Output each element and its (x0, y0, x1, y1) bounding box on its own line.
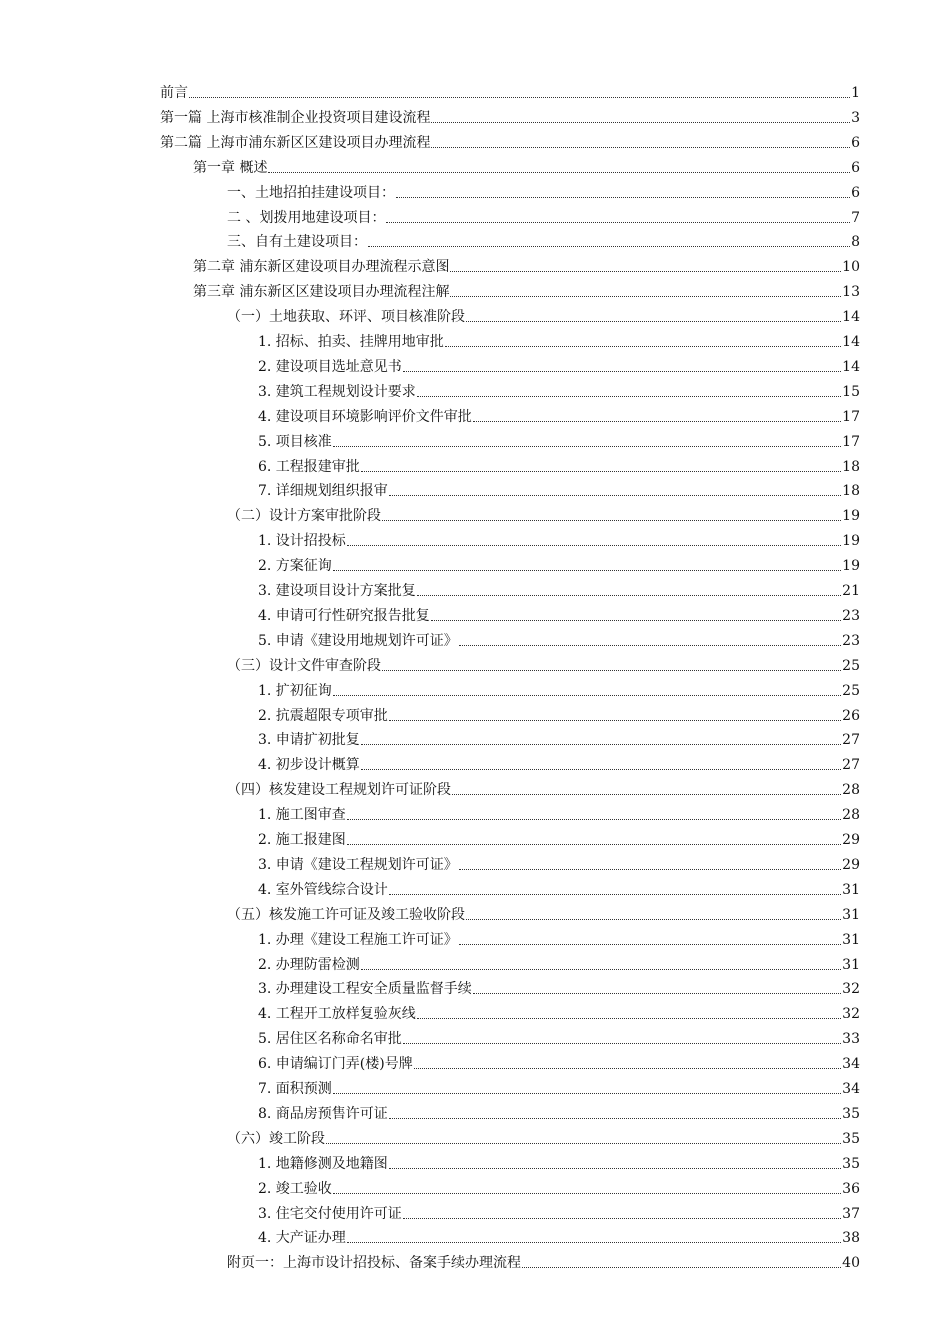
toc-entry-page-number: 38 (842, 1230, 860, 1246)
toc-entry[interactable] (160, 128, 860, 152)
toc-entry[interactable] (258, 1223, 860, 1247)
dot-leader (361, 969, 841, 970)
toc-entry[interactable] (258, 875, 860, 899)
dot-leader (450, 296, 841, 297)
dot-leader (361, 769, 841, 770)
toc-entry[interactable] (258, 377, 860, 401)
toc-entry-page-number: 33 (842, 1031, 860, 1047)
toc-entry-title: 2. 竣工验收 (258, 1181, 332, 1197)
toc-entry-title: （四）核发建设工程规划许可证阶段 (227, 782, 451, 798)
dot-leader (389, 1168, 841, 1169)
dot-leader (333, 570, 841, 571)
dot-leader (431, 147, 850, 148)
toc-entry-page-number: 28 (842, 807, 860, 823)
dot-leader (347, 545, 841, 546)
toc-entry-title: 6. 工程报建审批 (258, 459, 360, 475)
toc-entry[interactable] (227, 302, 860, 326)
toc-entry-page-number: 7 (851, 210, 860, 226)
toc-entry-title: 前言 (160, 85, 188, 101)
toc-entry[interactable] (258, 925, 860, 949)
toc-entry-title: 3. 申请扩初批复 (258, 732, 360, 748)
dot-leader (431, 620, 841, 621)
dot-leader (403, 371, 841, 372)
dot-leader (361, 471, 841, 472)
toc-entry-title: 1. 扩初征询 (258, 683, 332, 699)
toc-entry[interactable] (258, 402, 860, 426)
dot-leader (522, 1267, 841, 1268)
toc-entry[interactable] (258, 427, 860, 451)
toc-entry-page-number: 3 (851, 110, 860, 126)
toc-entry-title: 第二章 浦东新区建设项目办理流程示意图 (193, 259, 450, 275)
dot-leader (333, 1193, 841, 1194)
toc-entry-page-number: 19 (842, 508, 860, 524)
toc-entry-title: （二）设计方案审批阶段 (227, 508, 381, 524)
toc-entry-page-number: 15 (842, 384, 860, 400)
toc-entry[interactable] (258, 1024, 860, 1048)
dot-leader (452, 794, 841, 795)
dot-leader (431, 122, 850, 123)
toc-entry-page-number: 35 (842, 1156, 860, 1172)
toc-entry[interactable] (258, 551, 860, 575)
toc-entry-page-number: 34 (842, 1056, 860, 1072)
toc-entry-title: 4. 初步设计概算 (258, 757, 360, 773)
toc-entry-page-number: 18 (842, 459, 860, 475)
toc-entry-page-number: 31 (842, 882, 860, 898)
toc-entry[interactable] (227, 775, 860, 799)
toc-entry-title: 1. 设计招投标 (258, 533, 346, 549)
toc-entry-page-number: 10 (842, 259, 860, 275)
toc-entry[interactable] (227, 501, 860, 525)
toc-entry-title: 2. 抗震超限专项审批 (258, 708, 388, 724)
toc-entry-page-number: 21 (842, 583, 860, 599)
toc-entry-title: 第三章 浦东新区区建设项目办理流程注解 (193, 284, 450, 300)
toc-entry-page-number: 6 (851, 185, 860, 201)
toc-entry-title: 5. 居住区名称命名审批 (258, 1031, 402, 1047)
toc-entry-title: 附页一：上海市设计招投标、备案手续办理流程 (227, 1255, 521, 1271)
toc-entry-title: （一）土地获取、环评、项目核准阶段 (227, 309, 465, 325)
toc-entry-page-number: 31 (842, 932, 860, 948)
toc-entry-title: 3. 建筑工程规划设计要求 (258, 384, 416, 400)
dot-leader (333, 1093, 841, 1094)
toc-entry-page-number: 14 (842, 359, 860, 375)
toc-entry[interactable] (258, 1099, 860, 1123)
dot-leader (417, 1018, 841, 1019)
toc-entry-title: 5. 项目核准 (258, 434, 332, 450)
dot-leader (403, 1043, 841, 1044)
toc-entry[interactable] (258, 825, 860, 849)
toc-entry-title: 3. 办理建设工程安全质量监督手续 (258, 981, 472, 997)
toc-entry[interactable] (227, 900, 860, 924)
toc-entry-page-number: 27 (842, 732, 860, 748)
toc-entry[interactable] (258, 327, 860, 351)
toc-entry-page-number: 37 (842, 1206, 860, 1222)
toc-entry[interactable] (258, 452, 860, 476)
toc-entry[interactable] (258, 701, 860, 725)
toc-entry[interactable] (258, 974, 860, 998)
toc-entry[interactable] (227, 203, 860, 227)
toc-entry[interactable] (258, 576, 860, 600)
toc-entry-page-number: 18 (842, 483, 860, 499)
toc-entry-title: 2. 办理防雷检测 (258, 957, 360, 973)
dot-leader (389, 1118, 841, 1119)
toc-entry-title: 三、自有土建设项目： (227, 234, 367, 250)
toc-entry-title: 1. 地籍修测及地籍图 (258, 1156, 388, 1172)
toc-entry-title: 7. 面积预测 (258, 1081, 332, 1097)
toc-entry[interactable] (258, 1174, 860, 1198)
toc-entry-page-number: 29 (842, 832, 860, 848)
toc-entry[interactable] (258, 1199, 860, 1223)
toc-entry[interactable] (227, 651, 860, 675)
toc-entry-title: 一、土地招拍挂建设项目： (227, 185, 395, 201)
toc-entry[interactable] (160, 78, 860, 102)
dot-leader (417, 595, 841, 596)
dot-leader (459, 645, 841, 646)
toc-entry-page-number: 32 (842, 981, 860, 997)
toc-entry[interactable] (227, 1124, 860, 1148)
toc-entry-page-number: 23 (842, 633, 860, 649)
toc-entry[interactable] (258, 626, 860, 650)
toc-entry[interactable] (193, 277, 860, 301)
toc-entry[interactable] (227, 227, 860, 251)
toc-entry-page-number: 14 (842, 309, 860, 325)
toc-entry-page-number: 6 (851, 160, 860, 176)
dot-leader (414, 1068, 841, 1069)
toc-entry-title: 7. 详细规划组织报审 (258, 483, 388, 499)
toc-entry-page-number: 31 (842, 957, 860, 973)
toc-entry[interactable] (258, 352, 860, 376)
toc-entry-title: 8. 商品房预售许可证 (258, 1106, 388, 1122)
dot-leader (466, 919, 841, 920)
toc-entry-title: 4. 申请可行性研究报告批复 (258, 608, 430, 624)
dot-leader (459, 869, 841, 870)
toc-entry-title: 第一章 概述 (193, 160, 268, 176)
dot-leader (189, 97, 850, 98)
toc-entry-page-number: 19 (842, 558, 860, 574)
toc-entry-page-number: 35 (842, 1106, 860, 1122)
dot-leader (382, 520, 841, 521)
toc-entry-page-number: 28 (842, 782, 860, 798)
dot-leader (347, 1242, 841, 1243)
toc-entry-page-number: 23 (842, 608, 860, 624)
toc-entry-title: 二 、划拨用地建设项目： (227, 210, 386, 226)
toc-entry[interactable] (258, 800, 860, 824)
dot-leader (396, 197, 850, 198)
toc-entry-title: 2. 施工报建图 (258, 832, 346, 848)
toc-entry[interactable] (258, 1149, 860, 1173)
toc-entry-page-number: 26 (842, 708, 860, 724)
dot-leader (403, 1218, 841, 1219)
toc-entry[interactable] (258, 1074, 860, 1098)
toc-entry-page-number: 40 (842, 1255, 860, 1271)
dot-leader (417, 396, 841, 397)
toc-entry-page-number: 17 (842, 409, 860, 425)
toc-entry[interactable] (258, 950, 860, 974)
toc-entry-title: 4. 工程开工放样复验灰线 (258, 1006, 416, 1022)
toc-entry-page-number: 6 (851, 135, 860, 151)
dot-leader (368, 246, 850, 247)
toc-entry-page-number: 29 (842, 857, 860, 873)
toc-entry-title: 6. 申请编订门弄(楼)号牌 (258, 1056, 413, 1072)
toc-entry-title: 3. 住宅交付使用许可证 (258, 1206, 402, 1222)
toc-entry-page-number: 34 (842, 1081, 860, 1097)
toc-entry-page-number: 27 (842, 757, 860, 773)
toc-entry[interactable] (258, 601, 860, 625)
dot-leader (386, 222, 850, 223)
dot-leader (268, 172, 850, 173)
toc-entry-title: （三）设计文件审查阶段 (227, 658, 381, 674)
toc-entry-title: 1. 施工图审查 (258, 807, 346, 823)
dot-leader (333, 446, 841, 447)
dot-leader (450, 271, 841, 272)
dot-leader (347, 844, 841, 845)
toc-entry[interactable] (258, 1049, 860, 1073)
dot-leader (347, 819, 841, 820)
toc-entry-title: 3. 申请《建设工程规划许可证》 (258, 857, 458, 873)
toc-entry[interactable] (258, 725, 860, 749)
toc-entry[interactable] (258, 850, 860, 874)
toc-entry-title: （六）竣工阶段 (227, 1131, 325, 1147)
toc-entry[interactable] (227, 1248, 860, 1272)
toc-entry-page-number: 13 (842, 284, 860, 300)
dot-leader (333, 695, 841, 696)
toc-entry-page-number: 17 (842, 434, 860, 450)
toc-entry-page-number: 25 (842, 658, 860, 674)
toc-entry-title: 1. 办理《建设工程施工许可证》 (258, 932, 458, 948)
toc-entry-page-number: 14 (842, 334, 860, 350)
dot-leader (459, 944, 841, 945)
dot-leader (473, 993, 841, 994)
toc-entry-title: 2. 方案征询 (258, 558, 332, 574)
toc-entry[interactable] (160, 103, 860, 127)
toc-entry-title: （五）核发施工许可证及竣工验收阶段 (227, 907, 465, 923)
dot-leader (389, 894, 841, 895)
toc-entry[interactable] (258, 999, 860, 1023)
dot-leader (466, 321, 841, 322)
toc-entry-title: 第二篇 上海市浦东新区区建设项目办理流程 (160, 135, 431, 151)
toc-entry-page-number: 36 (842, 1181, 860, 1197)
toc-entry[interactable] (258, 676, 860, 700)
toc-entry-page-number: 25 (842, 683, 860, 699)
toc-entry[interactable] (227, 178, 860, 202)
toc-entry-title: 3. 建设项目设计方案批复 (258, 583, 416, 599)
dot-leader (473, 421, 841, 422)
toc-entry-title: 4. 建设项目环境影响评价文件审批 (258, 409, 472, 425)
toc-entry-page-number: 1 (851, 85, 860, 101)
toc-entry[interactable] (258, 476, 860, 500)
dot-leader (389, 495, 841, 496)
dot-leader (361, 744, 841, 745)
dot-leader (445, 346, 841, 347)
toc-entry[interactable] (193, 153, 860, 177)
toc-entry-title: 1. 招标、拍卖、挂牌用地审批 (258, 334, 444, 350)
toc-entry-title: 4. 大产证办理 (258, 1230, 346, 1246)
toc-entry-page-number: 35 (842, 1131, 860, 1147)
toc-entry-page-number: 32 (842, 1006, 860, 1022)
toc-entry-title: 第一篇 上海市核准制企业投资项目建设流程 (160, 110, 431, 126)
toc-entry[interactable] (258, 526, 860, 550)
toc-entry-page-number: 31 (842, 907, 860, 923)
toc-entry-title: 5. 申请《建设用地规划许可证》 (258, 633, 458, 649)
dot-leader (382, 670, 841, 671)
toc-entry-page-number: 8 (851, 234, 860, 250)
dot-leader (326, 1143, 841, 1144)
toc-entry[interactable] (258, 750, 860, 774)
toc-entry-page-number: 19 (842, 533, 860, 549)
toc-entry-title: 4. 室外管线综合设计 (258, 882, 388, 898)
toc-entry-title: 2. 建设项目选址意见书 (258, 359, 402, 375)
dot-leader (389, 720, 841, 721)
toc-entry[interactable] (193, 252, 860, 276)
